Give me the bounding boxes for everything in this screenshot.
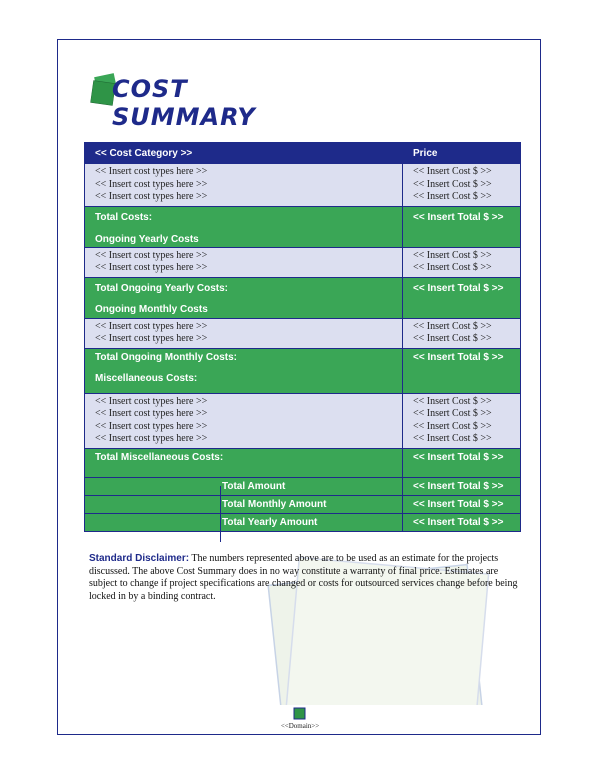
total-row bbox=[85, 277, 521, 318]
header-price: Price bbox=[403, 143, 521, 164]
summary-label: Total Monthly Amount bbox=[222, 498, 327, 510]
price-list bbox=[403, 164, 521, 207]
footer-domain: <<Domain>> bbox=[280, 722, 320, 730]
disclaimer-lead: Standard Disclaimer: bbox=[89, 553, 190, 564]
item-list bbox=[85, 247, 403, 277]
logo bbox=[88, 72, 328, 131]
total-value-cell bbox=[403, 448, 521, 477]
total-value-cell bbox=[403, 348, 521, 393]
total-value: << Insert Total $ >> bbox=[413, 282, 504, 294]
items-row bbox=[85, 164, 521, 207]
total-label: Total Miscellaneous Costs: bbox=[95, 451, 224, 463]
total-cell bbox=[85, 448, 403, 477]
item-price: << Insert Cost $ >> bbox=[413, 249, 492, 261]
green-square-icon bbox=[293, 707, 306, 720]
summary-value: << Insert Total $ >> bbox=[403, 495, 521, 513]
total-row bbox=[85, 448, 521, 477]
total-value: << Insert Total $ >> bbox=[413, 211, 504, 223]
total-value-cell bbox=[403, 206, 521, 247]
item-label: << Insert cost types here >> bbox=[95, 420, 208, 432]
page-title: COST SUMMARY bbox=[112, 75, 256, 131]
price-list bbox=[403, 318, 521, 348]
item-price: << Insert Cost $ >> bbox=[413, 420, 492, 432]
summary-label: Total Amount bbox=[222, 480, 286, 492]
item-price: << Insert Cost $ >> bbox=[413, 191, 492, 202]
item-list bbox=[85, 164, 403, 207]
total-value-cell bbox=[403, 277, 521, 318]
price-list bbox=[403, 393, 521, 448]
cost-table bbox=[84, 142, 521, 532]
total-cell bbox=[85, 206, 403, 247]
summary-row bbox=[85, 513, 521, 531]
item-price: << Insert Cost $ >> bbox=[413, 395, 492, 407]
section-heading: Ongoing Yearly Costs bbox=[95, 233, 199, 245]
item-label: << Insert cost types here >> bbox=[95, 166, 208, 177]
summary-label-cell bbox=[85, 495, 403, 513]
summary-label: Total Yearly Amount bbox=[222, 516, 318, 528]
total-row bbox=[85, 348, 521, 393]
item-label: << Insert cost types here >> bbox=[95, 433, 208, 444]
item-label: << Insert cost types here >> bbox=[95, 191, 208, 202]
item-price: << Insert Cost $ >> bbox=[413, 408, 492, 419]
item-list bbox=[85, 393, 403, 448]
price-list bbox=[403, 247, 521, 277]
item-label: << Insert cost types here >> bbox=[95, 178, 208, 190]
summary-row bbox=[85, 495, 521, 513]
total-label: Total Costs: bbox=[95, 211, 153, 223]
summary-label-cell bbox=[85, 477, 403, 495]
summary-value: << Insert Total $ >> bbox=[403, 477, 521, 495]
total-row bbox=[85, 206, 521, 247]
summary-row bbox=[85, 477, 521, 495]
item-label: << Insert cost types here >> bbox=[95, 262, 208, 273]
item-label: << Insert cost types here >> bbox=[95, 408, 208, 419]
item-price: << Insert Cost $ >> bbox=[413, 433, 492, 444]
disclaimer-text: The numbers represented above are to be used as an estimate for the projects discussed. The above Cost Summary does in no way constitute a warranty of final price. Estimates are subject to change if project specifications are changed or costs for outsourced services change before being locked in by a binding contract. bbox=[89, 553, 518, 602]
header-category: << Cost Category >> bbox=[85, 143, 403, 164]
section-heading: Miscellaneous Costs: bbox=[95, 372, 198, 384]
item-list bbox=[85, 318, 403, 348]
item-label: << Insert cost types here >> bbox=[95, 320, 208, 332]
item-price: << Insert Cost $ >> bbox=[413, 262, 492, 273]
total-cell bbox=[85, 277, 403, 318]
items-row bbox=[85, 318, 521, 348]
summary-label-cell bbox=[85, 513, 403, 531]
section-heading: Ongoing Monthly Costs bbox=[95, 303, 208, 315]
total-value: << Insert Total $ >> bbox=[413, 451, 504, 463]
item-price: << Insert Cost $ >> bbox=[413, 320, 492, 332]
summary-value: << Insert Total $ >> bbox=[403, 513, 521, 531]
disclaimer bbox=[89, 553, 519, 603]
total-value: << Insert Total $ >> bbox=[413, 351, 504, 363]
item-price: << Insert Cost $ >> bbox=[413, 333, 492, 344]
item-label: << Insert cost types here >> bbox=[95, 395, 208, 407]
items-row bbox=[85, 393, 521, 448]
total-cell bbox=[85, 348, 403, 393]
item-label: << Insert cost types here >> bbox=[95, 333, 208, 344]
item-price: << Insert Cost $ >> bbox=[413, 178, 492, 190]
item-price: << Insert Cost $ >> bbox=[413, 166, 492, 177]
items-row bbox=[85, 247, 521, 277]
item-label: << Insert cost types here >> bbox=[95, 249, 208, 261]
total-label: Total Ongoing Monthly Costs: bbox=[95, 351, 238, 363]
table-header bbox=[85, 143, 521, 164]
summary-divider bbox=[220, 486, 221, 542]
total-label: Total Ongoing Yearly Costs: bbox=[95, 282, 228, 294]
